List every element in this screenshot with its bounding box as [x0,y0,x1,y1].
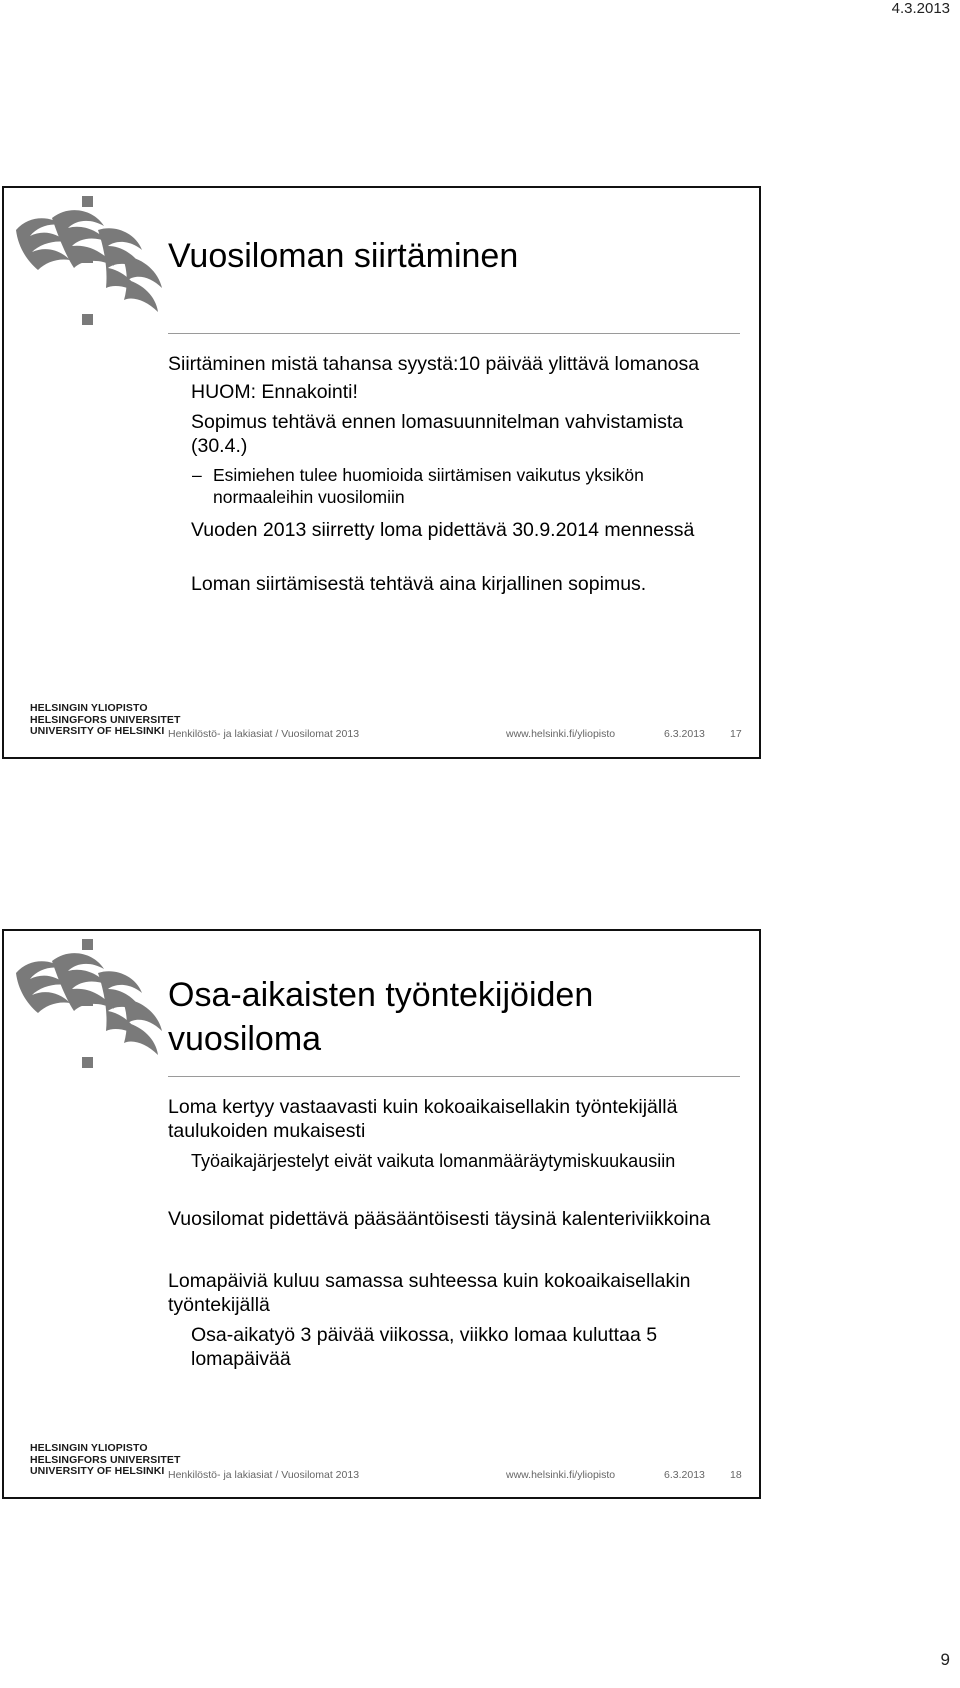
footer-url: www.helsinki.fi/yliopisto [506,1469,616,1481]
university-wordmark [30,1443,180,1478]
title-divider [168,1076,740,1077]
wordmark-line: HELSINGFORS UNIVERSITET [30,713,181,726]
bullet-level1: Lomapäiviä kuluu samassa suhteessa kuin kokoaikaisellakin työntekijällä [168,1270,691,1316]
footer-date: 6.3.2013 [664,728,705,740]
slide-body [168,1095,743,1371]
dash-marker: – [192,465,202,485]
slide-number: 17 [730,728,742,740]
wordmark-line: UNIVERSITY OF HELSINKI [30,1465,165,1477]
slide-number: 18 [730,1469,742,1481]
bullet-level2: HUOM: Ennakointi! [191,381,358,403]
bullet-level3-text: Esimiehen tulee huomioida siirtämisen vaikutus yksikön normaaleihin vuosilomiin [213,465,644,507]
footer-date: 6.3.2013 [664,1469,705,1481]
bullet-level2: Sopimus tehtävä ennen lomasuunnitelman vahvistamista (30.4.) [191,411,684,457]
bullet-level2: Työaikajärjestelyt eivät vaikuta lomanmääräytymiskuukausiin [191,1151,676,1171]
footer-department: Henkilöstö- ja lakiasiat / Vuosilomat 2013 [168,728,360,740]
footer-department: Henkilöstö- ja lakiasiat / Vuosilomat 2013 [168,1469,360,1481]
slide-title: Osa-aikaisten työntekijöiden vuosiloma [168,976,594,1058]
slide-body [168,352,743,596]
wordmark-line: HELSINGFORS UNIVERSITET [30,1453,181,1466]
page-date: 4.3.2013 [891,0,950,17]
wordmark-line: HELSINGIN YLIOPISTO [30,1442,148,1454]
bullet-level3 [168,464,743,508]
bullet-level2: Loman siirtämisestä tehtävä aina kirjallinen sopimus. [191,573,647,595]
university-flame-logo [12,196,172,336]
wordmark-line: HELSINGIN YLIOPISTO [30,702,148,714]
footer-url: www.helsinki.fi/yliopisto [506,728,616,740]
bullet-level1: Loma kertyy vastaavasti kuin kokoaikaisellakin työntekijällä taulukoiden mukaisesti [168,1096,678,1142]
slide-title: Vuosiloman siirtäminen [168,237,519,275]
slide-17 [2,186,761,759]
page-number: 9 [940,1650,950,1669]
slide-18 [2,929,761,1499]
bullet-level1: Vuosilomat pidettävä pääsääntöisesti täysinä kalenteriviikkoina [168,1208,711,1230]
university-wordmark [30,703,180,738]
title-divider [168,333,740,334]
wordmark-line: UNIVERSITY OF HELSINKI [30,725,165,737]
bullet-level1: Siirtäminen mistä tahansa syystä:10 päivää ylittävä lomanosa [168,353,700,375]
university-flame-logo [12,939,172,1079]
bullet-level2: Vuoden 2013 siirretty loma pidettävä 30.9.2014 mennessä [191,519,695,541]
bullet-level2: Osa-aikatyö 3 päivää viikossa, viikko lomaa kuluttaa 5 lomapäivää [191,1324,658,1370]
